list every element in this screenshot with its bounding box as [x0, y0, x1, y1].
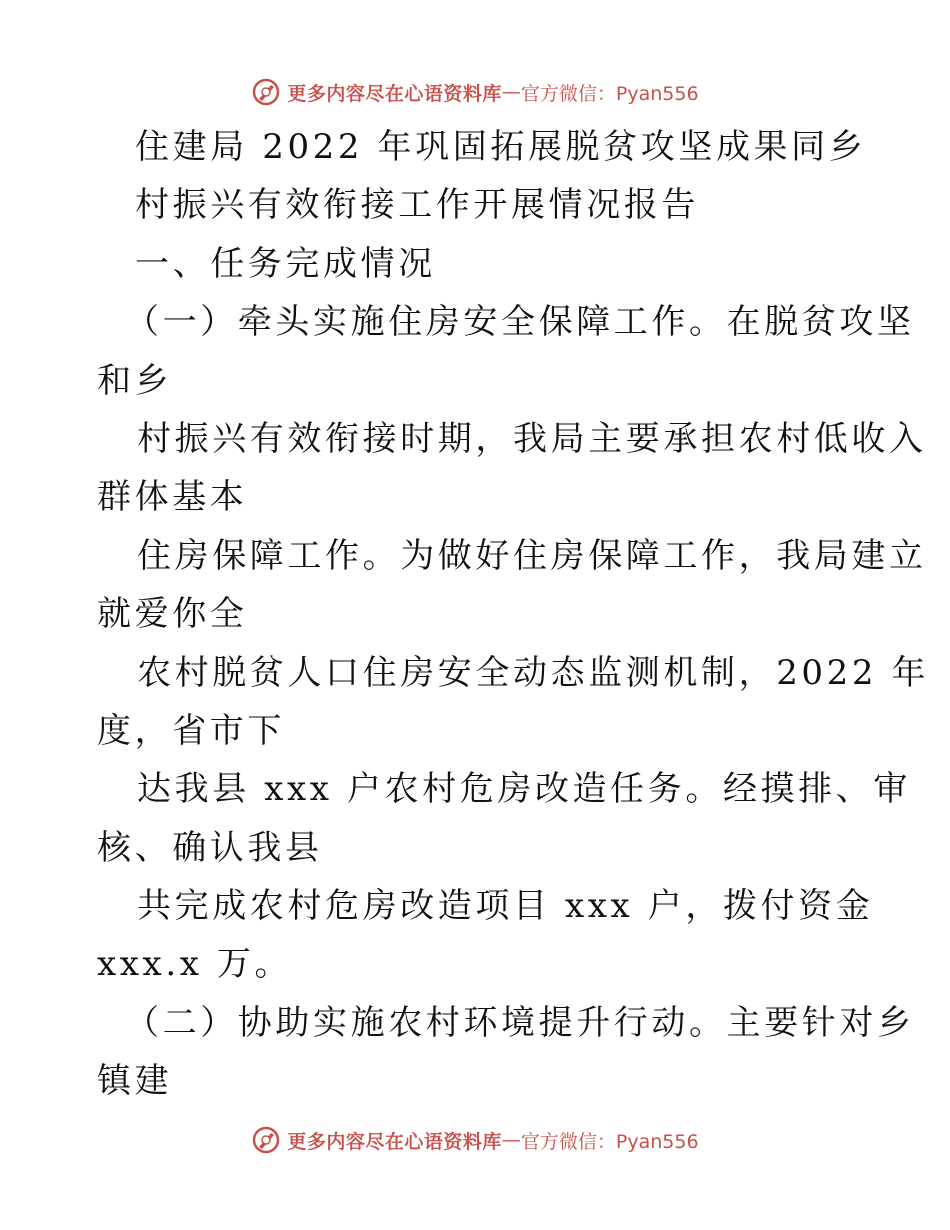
paragraph-line: 农村脱贫人口住房安全动态监测机制，2022 年 — [137, 652, 930, 693]
footer-site-text: 更多内容尽在心语资料库 — [287, 1130, 502, 1153]
footer-separator: — — [501, 1129, 521, 1151]
paragraph-line: 村振兴有效衔接时期，我局主要承担农村低收入 — [137, 418, 927, 459]
section-heading: 一、任务完成情况 — [135, 243, 436, 284]
quill-seal-icon — [251, 1125, 281, 1155]
footer-watermark — [0, 1120, 950, 1160]
paragraph-line: 群体基本 — [97, 477, 248, 518]
paragraph-line: xxx.x 万。 — [97, 944, 293, 985]
paragraph-line: 共完成农村危房改造项目 xxx 户，拨付资金 — [137, 886, 874, 927]
document-title-line-2: 村振兴有效衔接工作开展情况报告 — [135, 185, 699, 226]
paragraph-line: 达我县 xxx 户农村危房改造任务。经摸排、审 — [137, 769, 911, 810]
document-body — [97, 118, 930, 1111]
paragraph-line: （一）牵头实施住房安全保障工作。在脱贫攻坚 — [125, 302, 915, 343]
paragraph-line: 和乡 — [97, 360, 173, 401]
paragraph-line: 度，省市下 — [97, 710, 285, 751]
paragraph-line: 就爱你全 — [97, 594, 248, 635]
header-watermark — [0, 72, 950, 112]
paragraph-line: 核、确认我县 — [97, 827, 323, 868]
paragraph-line: 镇建 — [97, 1061, 173, 1102]
paragraph-line: 住房保障工作。为做好住房保障工作，我局建立 — [137, 535, 927, 576]
header-site-text: 更多内容尽在心语资料库 — [287, 82, 502, 105]
header-separator: — — [501, 81, 521, 103]
header-contact-text: 官方微信：Pyan556 — [520, 82, 699, 105]
document-title-line-1: 住建局 2022 年巩固拓展脱贫攻坚成果同乡 — [135, 127, 867, 167]
quill-seal-icon — [251, 77, 281, 107]
paragraph-line: （二）协助实施农村环境提升行动。主要针对乡 — [125, 1002, 915, 1043]
footer-contact-text: 官方微信：Pyan556 — [520, 1130, 699, 1153]
